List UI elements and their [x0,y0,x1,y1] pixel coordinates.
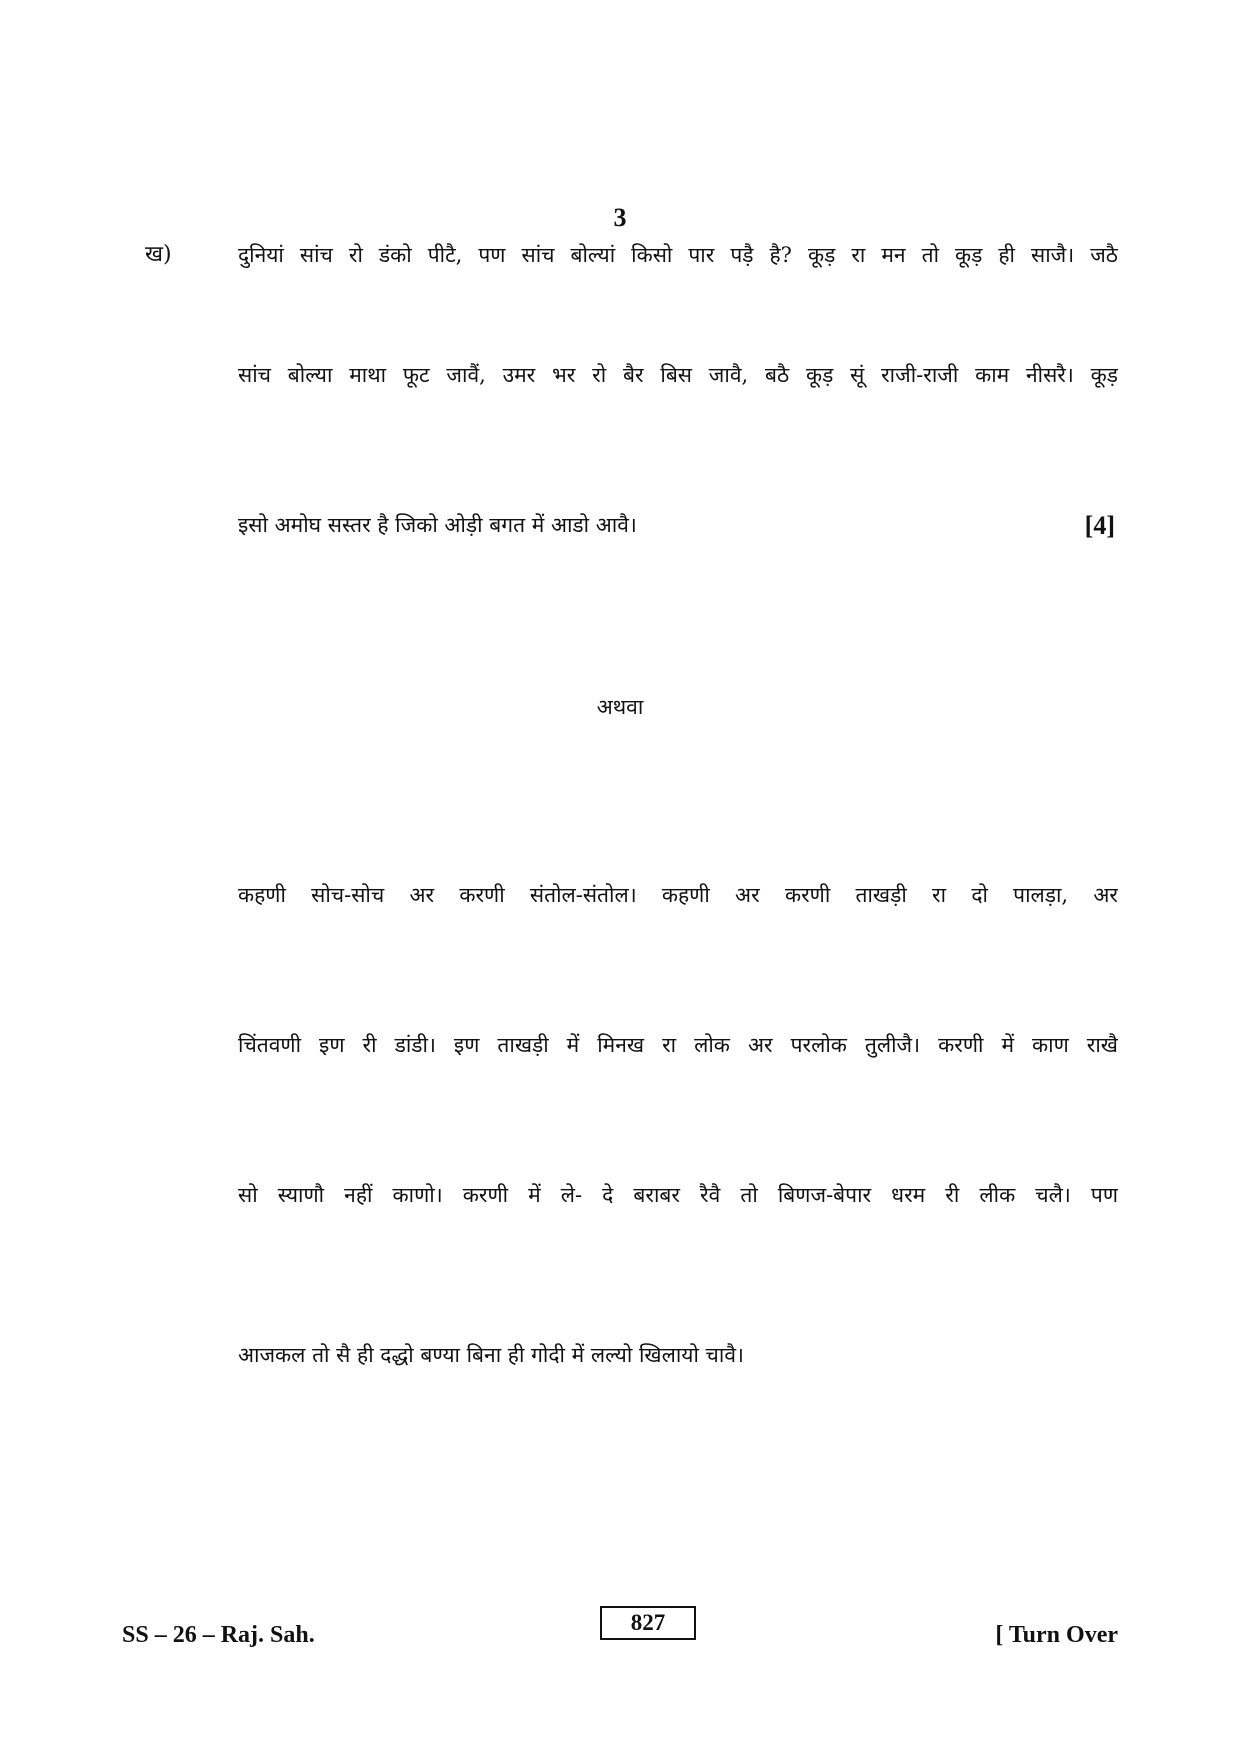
footer-page-code: 827 [600,1606,696,1640]
question-label: ख) [145,242,172,267]
footer-paper-code: SS – 26 – Raj. Sah. [122,1622,315,1648]
passage-one-line-2: सांच बोल्या माथा फूट जावैं, उमर भर रो बैर बिस जावै, बठै कूड़ सूं राजी-राजी काम नीसरै। कूड़ [238,363,1118,387]
passage-two-line-2: चिंतवणी इण री डांडी। इण ताखड़ी में मिनख रा लोक अर परलोक तुलीजै। करणी में काण राखै [238,1033,1118,1057]
passage-one-line-1: दुनियां सांच रो डंको पीटै, पण सांच बोल्यां किसो पार पड़ै है? कूड़ रा मन तो कूड़ ही साजै। जठै [238,243,1118,267]
marks-label: [4] [1084,511,1115,540]
page-number: 3 [613,203,627,232]
passage-two-line-4: आजकल तो सै ही दद्धो बण्या बिना ही गोदी में लल्यो खिलायो चावै। [238,1343,744,1367]
footer-turn-over: [ Turn Over [995,1622,1118,1648]
alternative-separator: अथवा [596,695,644,719]
passage-two-line-3: सो स्याणौ नहीं काणो। करणी में ले- दे बराबर रैवै तो बिणज-बेपार धरम री लीक चलै। पण [238,1183,1118,1207]
passage-two-line-1: कहणी सोच-सोच अर करणी संतोल-संतोल। कहणी अर करणी ताखड़ी रा दो पालड़ा, अर [238,883,1118,907]
passage-one-line-3: इसो अमोघ सस्तर है जिको ओड़ी बगत में आडो आवै। [238,513,637,537]
